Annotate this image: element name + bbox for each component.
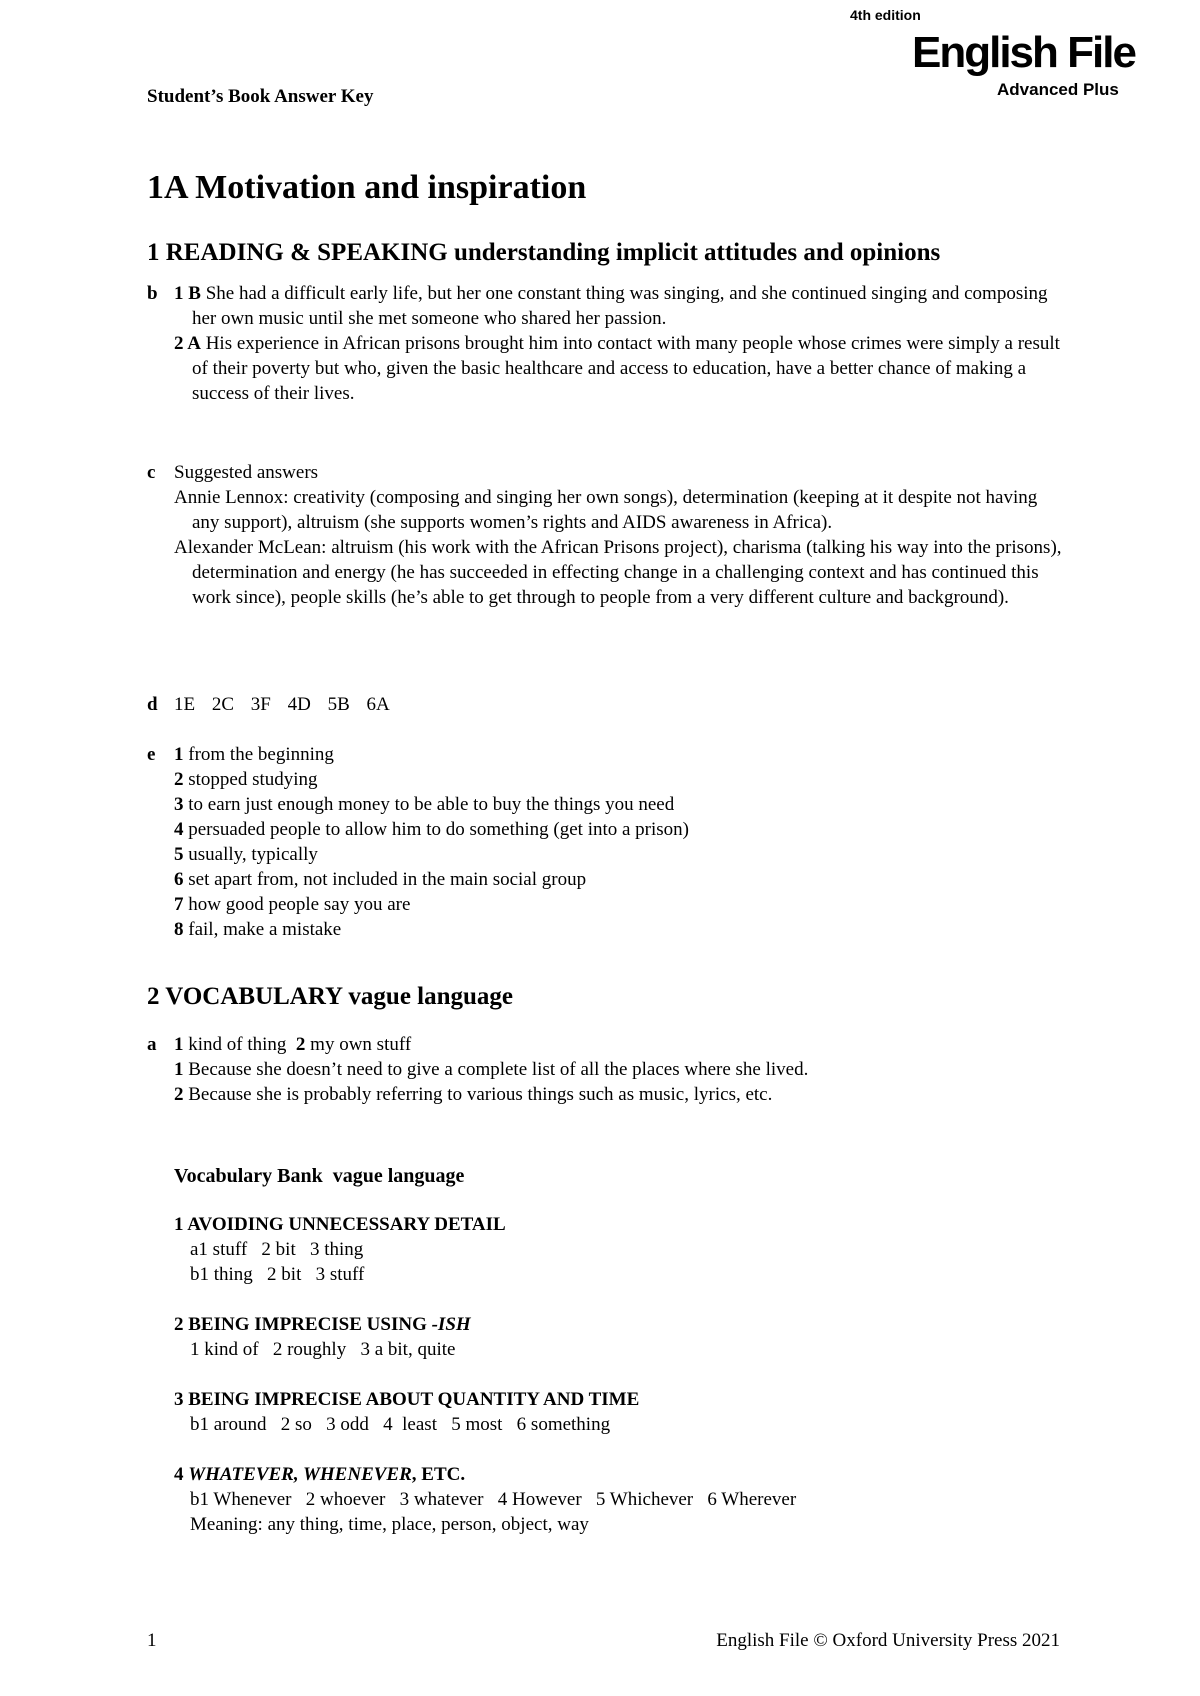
answer-item: 2C	[211, 694, 235, 715]
vocab-group-heading: 2 BEING IMPRECISE USING -ISH	[174, 1314, 471, 1335]
answer-item: 4D	[287, 694, 311, 715]
answer-item: 8 fail, make a mistake	[174, 919, 342, 940]
vocab-answer-row: b1 Whenever 2 whoever 3 whatever 4 However 5 Whichever 6 Wherever	[190, 1489, 797, 1510]
vocab-answer-row: 1 kind of 2 roughly 3 a bit, quite	[190, 1339, 456, 1360]
answer-item: 5B	[327, 694, 350, 715]
answer-row: 1 kind of thing 2 my own stuff	[174, 1034, 412, 1055]
answer-item: Annie Lennox: creativity (composing and singing her own songs), determination (keeping at it despite not having any support), altruism (she supports women’s rights and AIDS awareness in Africa).	[174, 487, 1038, 533]
answer-item: 1 Because she doesn’t need to give a complete list of all the places where she lived.	[174, 1059, 809, 1080]
answer-item: 6 set apart from, not included in the main social group	[174, 869, 587, 890]
answer-item: 4 persuaded people to allow him to do something (get into a prison)	[174, 819, 690, 840]
answer-row	[174, 692, 1067, 717]
exercise-letter: b	[147, 283, 158, 304]
english-file-logo	[912, 28, 1172, 104]
answer-item: 3 to earn just enough money to be able to buy the things you need	[174, 794, 675, 815]
answer-item: 1E	[174, 694, 196, 715]
section-1-title: 1 READING & SPEAKING understanding implicit attitudes and opinions	[147, 239, 941, 266]
vocab-answer-row: a1 stuff 2 bit 3 thing	[190, 1239, 364, 1260]
vocab-answer-row: b1 around 2 so 3 odd 4 least 5 most 6 something	[190, 1414, 611, 1435]
vocab-group-heading: 1 AVOIDING UNNECESSARY DETAIL	[174, 1214, 506, 1235]
document-label: Student’s Book Answer Key	[147, 86, 374, 107]
exercise-intro: Suggested answers	[174, 462, 319, 483]
answer-item: 2 Because she is probably referring to various things such as music, lyrics, etc.	[174, 1084, 773, 1105]
vocab-group-heading: 3 BEING IMPRECISE ABOUT QUANTITY AND TIME	[174, 1389, 640, 1410]
answer-item: 1 from the beginning	[174, 744, 334, 765]
answer-item: 1 B She had a difficult early life, but her one constant thing was singing, and she continued singing and composing her own music until she met someone who shared her passion.	[174, 283, 1048, 329]
answer-item: Alexander McLean: altruism (his work with the African Prisons project), charisma (talking his way into the prisons), determination and energy (he has succeeded in effecting change in a challenging context and has continued this work since), people skills (he’s able to get through to people from a very different culture and background).	[174, 537, 1062, 608]
answer-item: 6A	[366, 694, 390, 715]
copyright-notice: English File © Oxford University Press 2021	[716, 1630, 1060, 1651]
answer-item: 7 how good people say you are	[174, 894, 411, 915]
exercise-letter: c	[147, 462, 156, 483]
vocabulary-bank-title: Vocabulary Bank vague language	[174, 1165, 465, 1187]
logo-title: English File	[912, 28, 1135, 77]
edition-label: 4th edition	[850, 7, 921, 23]
exercise-letter: d	[147, 694, 158, 715]
answer-item: 3F	[250, 694, 271, 715]
unit-title: 1A Motivation and inspiration	[147, 169, 587, 206]
answer-item: 2 stopped studying	[174, 769, 318, 790]
vocabulary-bank	[174, 1164, 1054, 1537]
exercise-letter: a	[147, 1034, 157, 1055]
page-number: 1	[147, 1630, 157, 1651]
section-2-title: 2 VOCABULARY vague language	[147, 983, 514, 1010]
vocab-answer-row: Meaning: any thing, time, place, person, object, way	[190, 1514, 589, 1535]
vocab-answer-row: b1 thing 2 bit 3 stuff	[190, 1264, 365, 1285]
exercise-letter: e	[147, 744, 156, 765]
answer-item: 2 A His experience in African prisons brought him into contact with many people whose crimes were simply a result of their poverty but who, given the basic healthcare and access to education, have a better chance of making a success of their lives.	[174, 333, 1060, 404]
logo-subtitle: Advanced Plus	[997, 80, 1119, 99]
answer-item: 5 usually, typically	[174, 844, 318, 865]
vocab-group-heading: 4 WHATEVER, WHENEVER, ETC.	[174, 1464, 466, 1485]
